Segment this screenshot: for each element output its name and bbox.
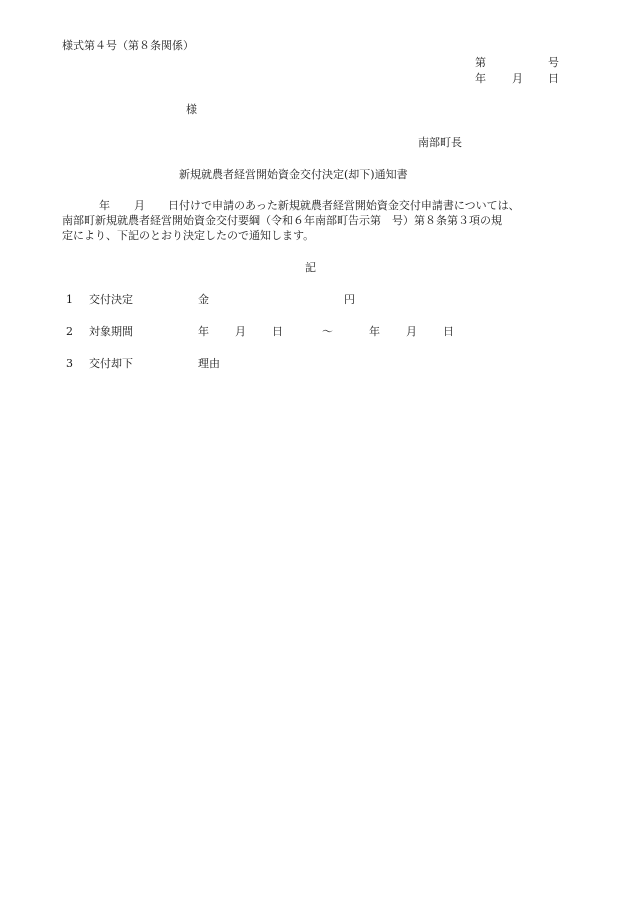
issue-date-day: 日 [548, 72, 559, 85]
item-2-number: 2 [66, 325, 73, 338]
issuer-title: 南部町長 [418, 136, 462, 149]
body-text [62, 198, 572, 243]
period-start-day: 日 [272, 325, 283, 338]
body-line-1-rest: 日付けで申請のあった新規就農者経営開始資金交付申請書については、 [168, 199, 520, 212]
doc-number-suffix: 号 [548, 56, 559, 69]
addressee-honorific: 様 [186, 103, 197, 116]
issue-date-month: 月 [512, 72, 523, 85]
body-line-1 [62, 198, 572, 213]
period-separator: ～ [322, 325, 333, 338]
period-end-day: 日 [443, 325, 454, 338]
item-1-number: 1 [66, 293, 73, 306]
doc-number-prefix: 第 [475, 56, 486, 69]
item-3-number: 3 [66, 357, 73, 370]
period-start-year: 年 [198, 325, 209, 338]
body-line-2: 南部町新規就農者経営開始資金交付要綱（令和６年南部町告示第 号）第８条第３項の規 [62, 214, 502, 227]
period-end-month: 月 [406, 325, 417, 338]
item-1-amount-prefix: 金 [198, 293, 209, 306]
item-1-label: 交付決定 [89, 293, 133, 306]
body-month: 月 [134, 199, 145, 212]
item-2-label: 対象期間 [89, 325, 133, 338]
body-year: 年 [99, 199, 110, 212]
document-title: 新規就農者経営開始資金交付決定(却下)通知書 [179, 168, 408, 181]
item-3-label: 交付却下 [89, 357, 133, 370]
form-id: 様式第４号（第８条関係） [62, 39, 194, 52]
body-line-3: 定により、下記のとおり決定したので通知します。 [62, 229, 315, 242]
issue-date-year: 年 [475, 72, 486, 85]
period-start-month: 月 [235, 325, 246, 338]
period-end-year: 年 [369, 325, 380, 338]
item-3-reason-label: 理由 [198, 357, 220, 370]
item-1-amount-suffix: 円 [344, 293, 355, 306]
ki-label: 記 [305, 261, 316, 274]
